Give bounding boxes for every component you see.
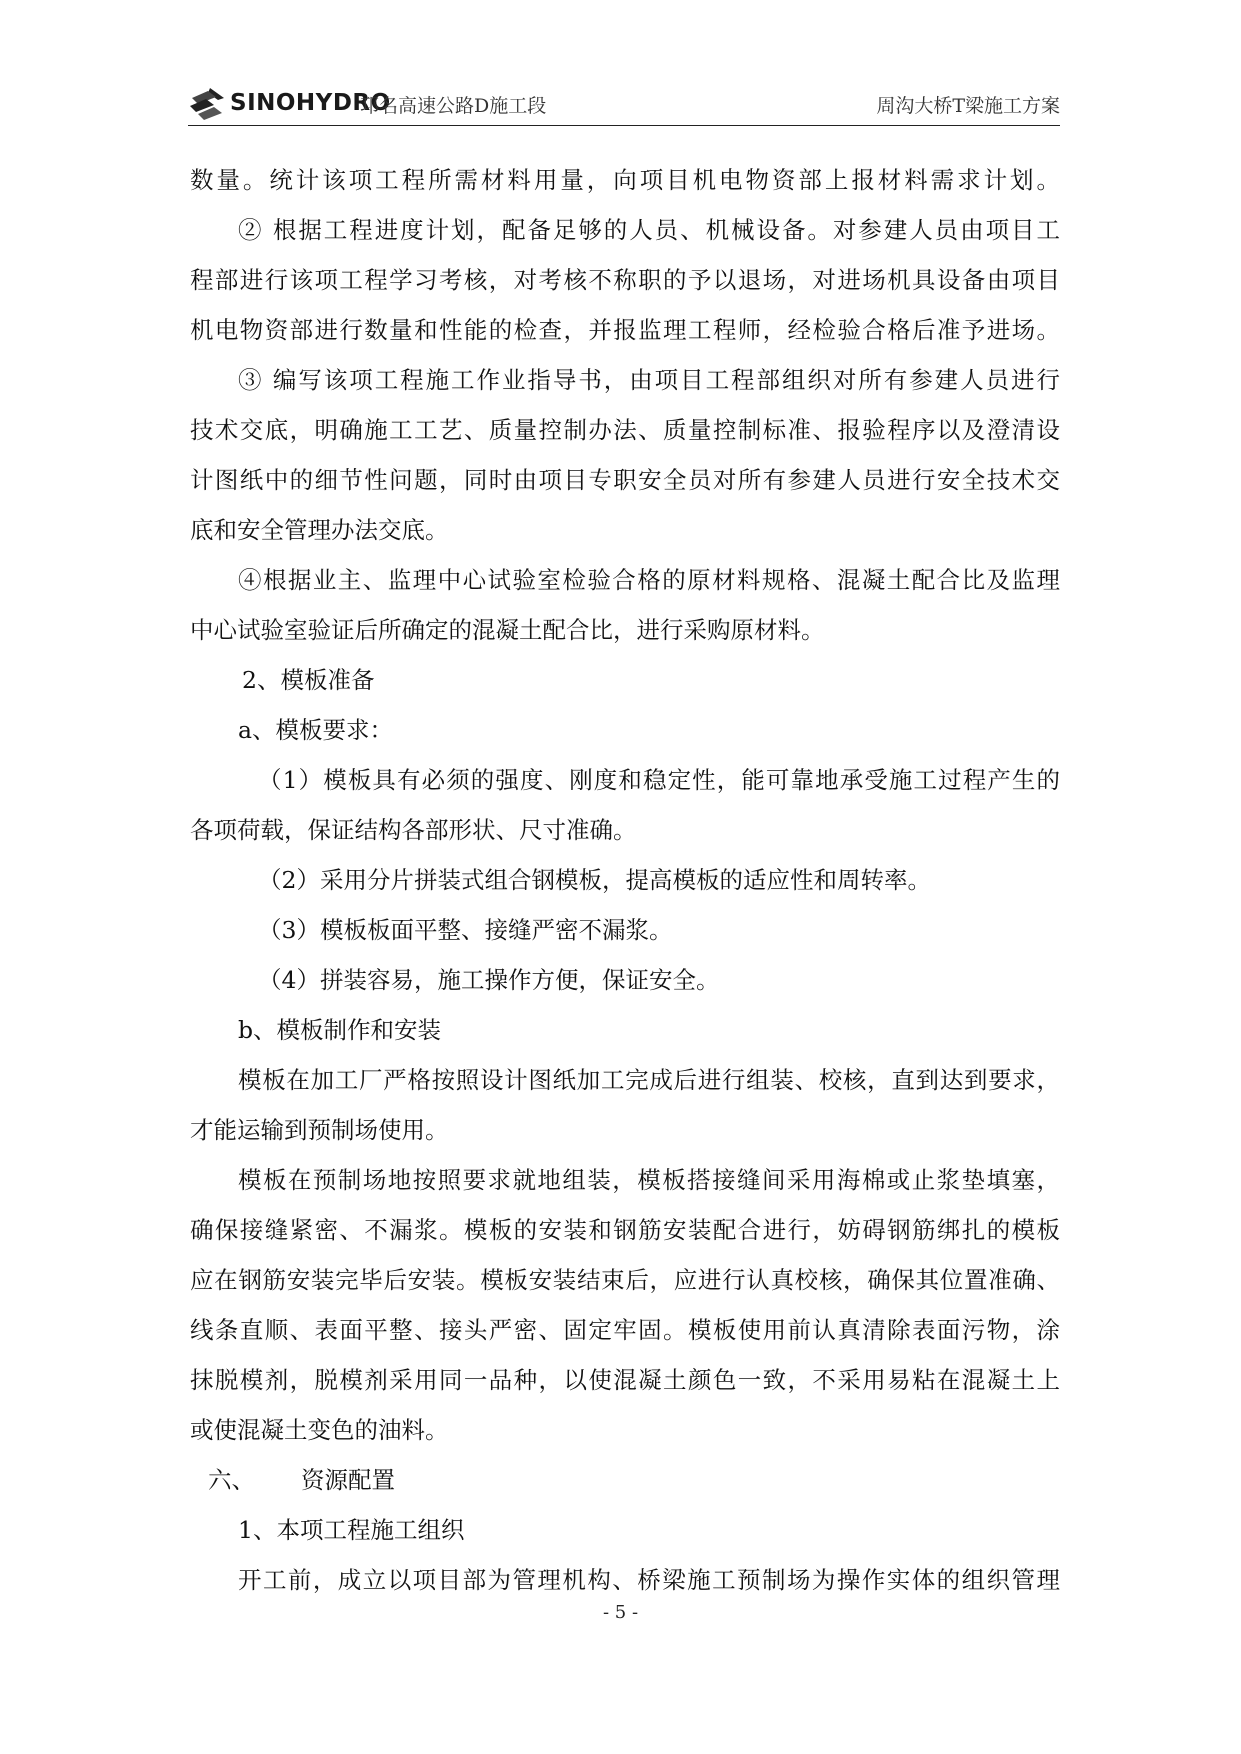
text-line: （1）模板具有必须的强度、刚度和稳定性，能可靠地承受施工过程产生的 xyxy=(258,766,1060,794)
text-line: 线条直顺、表面平整、接头严密、固定牢固。模板使用前认真清除表面污物，涂 xyxy=(190,1316,1060,1344)
text-line: 程部进行该项工程学习考核，对考核不称职的予以退场，对进场机具设备由项目 xyxy=(190,266,1060,294)
brand-name: SINOHYDRO xyxy=(230,90,391,116)
subsection-heading: 1、本项工程施工组织 xyxy=(238,1516,465,1544)
text-line: 计图纸中的细节性问题，同时由项目专职安全员对所有参建人员进行安全技术交 xyxy=(190,466,1060,494)
section-heading xyxy=(190,1455,1060,1505)
page-header xyxy=(188,80,1060,128)
text-line: 或使混凝土变色的油料。 xyxy=(190,1416,449,1444)
header-divider xyxy=(188,125,1060,126)
project-title: 邛名高速公路D施工段 xyxy=(360,95,547,117)
document-body xyxy=(190,155,1060,1605)
text-line: 底和安全管理办法交底。 xyxy=(190,516,449,544)
section-number: 六、 xyxy=(208,1466,255,1494)
text-line: 才能运输到预制场使用。 xyxy=(190,1116,449,1144)
text-line: ③ 编写该项工程施工作业指导书，由项目工程部组织对所有参建人员进行 xyxy=(238,366,1060,394)
section-title: 资源配置 xyxy=(301,1466,395,1494)
text-line: 抹脱模剂，脱模剂采用同一品种，以使混凝土颜色一致，不采用易粘在混凝土上 xyxy=(190,1366,1060,1394)
text-line: 应在钢筋安装完毕后安装。模板安装结束后，应进行认真校核，确保其位置准确、 xyxy=(190,1266,1060,1294)
sinohydro-logo-icon xyxy=(188,86,226,122)
text-line: 模板在预制场地按照要求就地组装，模板搭接缝间采用海棉或止浆垫填塞， xyxy=(238,1166,1060,1194)
text-line: 技术交底，明确施工工艺、质量控制办法、质量控制标准、报验程序以及澄清设 xyxy=(190,416,1060,444)
page-number: - 5 - xyxy=(602,1602,639,1623)
text-line: ④根据业主、监理中心试验室检验合格的原材料规格、混凝土配合比及监理 xyxy=(238,566,1060,594)
text-line: 开工前，成立以项目部为管理机构、桥梁施工预制场为操作实体的组织管理 xyxy=(238,1566,1060,1594)
subsection-heading: b、模板制作和安装 xyxy=(238,1016,442,1044)
text-line: （2）采用分片拼装式组合钢模板，提高模板的适应性和周转率。 xyxy=(258,866,931,894)
text-line: 各项荷载，保证结构各部形状、尺寸准确。 xyxy=(190,816,637,844)
text-line: 确保接缝紧密、不漏浆。模板的安装和钢筋安装配合进行，妨碍钢筋绑扎的模板 xyxy=(190,1216,1060,1244)
document-title: 周沟大桥T梁施工方案 xyxy=(876,95,1060,117)
text-line: 中心试验室验证后所确定的混凝土配合比，进行采购原材料。 xyxy=(190,616,825,644)
text-line: 机电物资部进行数量和性能的检查，并报监理工程师，经检验合格后准予进场。 xyxy=(190,316,1060,344)
text-line: 数量。统计该项工程所需材料用量，向项目机电物资部上报材料需求计划。 xyxy=(190,166,1060,194)
text-line: （4）拼装容易，施工操作方便，保证安全。 xyxy=(258,966,720,994)
subsection-heading: 2、模板准备 xyxy=(242,666,375,694)
text-line: ② 根据工程进度计划，配备足够的人员、机械设备。对参建人员由项目工 xyxy=(238,216,1060,244)
text-line: （3）模板板面平整、接缝严密不漏浆。 xyxy=(258,916,673,944)
subsection-heading: a、模板要求： xyxy=(238,716,394,744)
text-line: 模板在加工厂严格按照设计图纸加工完成后进行组装、校核，直到达到要求， xyxy=(238,1066,1060,1094)
